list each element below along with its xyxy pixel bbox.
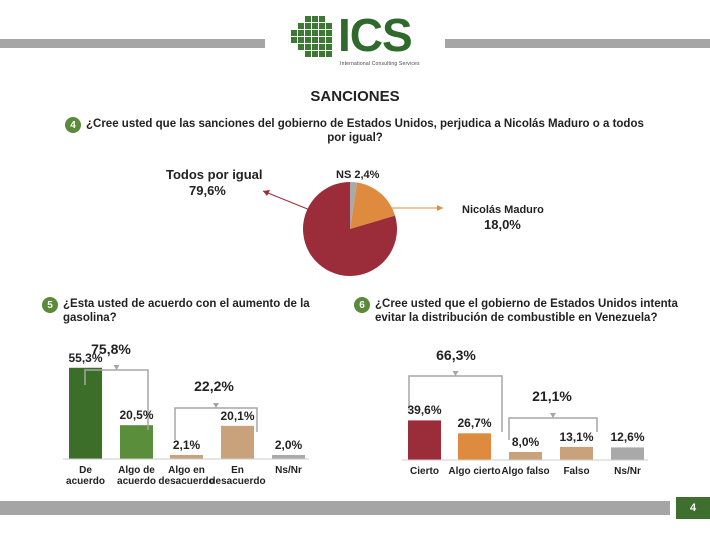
q5-category-label-line2: acuerdo (66, 476, 105, 487)
pie-label-todos-value: 79,6% (189, 183, 226, 198)
pie-label-maduro-name: Nicolás Maduro (462, 204, 544, 216)
q5-category-label-line1: Ns/Nr (275, 465, 302, 476)
q6-category-label: Algo falso (501, 466, 550, 477)
question-4-badge: 4 (65, 117, 81, 133)
question-6-line2: evitar la distribución de combustible en Venezuela? (375, 312, 658, 324)
q6-category-label: Ns/Nr (614, 466, 641, 477)
page-title: SANCIONES (310, 88, 400, 105)
q6-group-a-label: 66,3% (436, 347, 476, 363)
q6-bar (509, 452, 542, 460)
q5-group-b-label: 22,2% (194, 378, 234, 394)
q5-category-label-line2: acuerdo (117, 476, 156, 487)
q5-bar (272, 455, 305, 459)
pie-label-maduro-value: 18,0% (484, 217, 521, 232)
q5-category-label-line1: En (231, 465, 244, 476)
question-6-line1: ¿Cree usted que el gobierno de Estados Unidos intenta (375, 298, 678, 310)
q6-value-label: 12,6% (610, 430, 645, 445)
q5-category-label-line1: De (79, 465, 92, 476)
q6-group-b-label: 21,1% (532, 388, 572, 404)
pie-label-todos-name: Todos por igual (166, 167, 263, 182)
q5-bar (170, 455, 203, 459)
question-5-line1: ¿Esta usted de acuerdo con el aumento de la (63, 298, 310, 310)
question-5-line2: gasolina? (63, 312, 117, 324)
q5-value-label: 20,5% (119, 408, 154, 423)
q5-bar (221, 426, 254, 459)
q5-bar (120, 425, 153, 459)
footer-bar (0, 501, 670, 515)
q5-value-label: 2,0% (274, 438, 303, 452)
q6-category-label: Falso (563, 466, 590, 477)
question-4-line2: por igual? (327, 132, 383, 144)
q5-group-a-label: 75,8% (91, 341, 131, 357)
q6-value-label: 8,0% (511, 435, 540, 449)
pie-label-ns-name: NS (336, 169, 352, 181)
logo-subtitle: International Consulting Services (340, 61, 420, 67)
q6-value-label: 26,7% (457, 416, 492, 431)
question-6-badge: 6 (354, 297, 370, 313)
q6-category-label: Cierto (410, 466, 439, 477)
pie-label-ns-value: 2,4% (354, 169, 380, 181)
q6-bar (560, 447, 593, 460)
question-4-line1: ¿Cree usted que las sanciones del gobierno de Estados Unidos, perjudica a Nicolás Maduro o a todos (86, 118, 644, 130)
q6-category-label: Algo cierto (448, 466, 501, 477)
q6-bar (458, 433, 491, 460)
q5-value-label: 2,1% (172, 438, 201, 452)
page-number: 4 (676, 497, 710, 519)
q5-category-label-line2: desacuerdo (209, 476, 266, 487)
question-5-badge: 5 (42, 297, 58, 313)
q5-category-label-line1: Algo en (168, 465, 205, 476)
q5-category-label-line1: Algo de (118, 465, 155, 476)
logo-text: ICS (338, 9, 412, 61)
q6-value-label: 39,6% (407, 403, 442, 418)
q6-bar (408, 420, 441, 460)
q6-bar (611, 447, 644, 460)
q6-value-label: 13,1% (559, 429, 594, 444)
q5-value-label: 20,1% (220, 408, 255, 423)
q5-value-label: 55,3% (68, 350, 103, 365)
q5-category-label-line2: desacuerdo (158, 476, 215, 487)
